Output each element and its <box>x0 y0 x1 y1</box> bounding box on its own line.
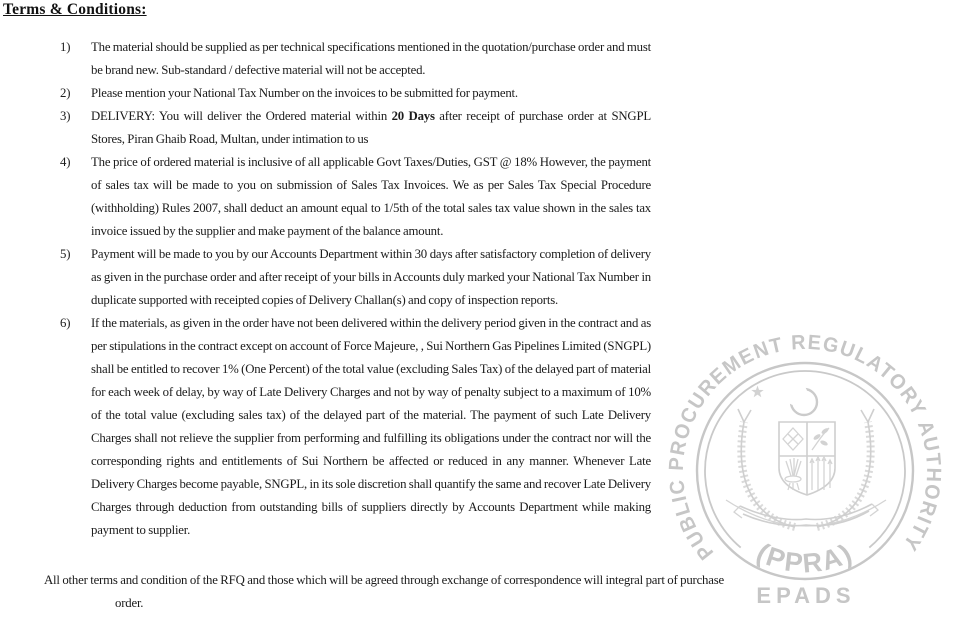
term-number: 5) <box>60 247 71 261</box>
term-text: Payment will be made to you by our Accounts Department within 30 days after satisfactory completion of delivery as given in the purchase order and after receipt of your bills in Accounts duly marked your National Tax Number in duplicate supported with receipted copies of Delivery Challan(s) and copy of inspection reports. <box>91 247 651 307</box>
term-item-3 <box>60 105 651 151</box>
watermark-arc-text-path: PUBLIC PROCUREMENT REGULATORY AUTHORITY <box>664 330 946 565</box>
scroll-icon <box>734 504 878 526</box>
term-number: 4) <box>60 155 71 169</box>
pakistan-emblem-icon <box>726 383 886 528</box>
star-icon <box>751 386 763 398</box>
term-number: 3) <box>60 109 71 123</box>
crescent-icon <box>785 383 818 416</box>
closing-paragraph: All other terms and condition of the RFQ and those which will be agreed through exchange of correspondence will integral part of purchase order. <box>44 573 724 610</box>
term-text: Please mention your National Tax Number on the invoices to be submitted for payment. <box>91 86 518 100</box>
term-item-1 <box>60 36 651 82</box>
terms-list <box>60 36 651 542</box>
term-text-segment: after receipt of purchase order at SNGPL Stores, Piran Ghaib Road, Multan, under intimation to us <box>91 109 651 146</box>
term-number: 1) <box>60 40 71 54</box>
term-text <box>91 105 651 151</box>
term-item-6 <box>60 312 651 542</box>
term-text-bold-segment: 20 Days <box>391 109 435 123</box>
term-item-5 <box>60 243 651 312</box>
page-title: Terms & Conditions: <box>3 1 147 18</box>
term-text: If the materials, as given in the order have not been delivered within the delivery period given in the contract and as per stipulations in the contract except on account of Force Majeure, , Sui Northern Gas Pipelines Limited (SNGPL) shall be entitled to recover 1% (One Percent) of the total value (excluding Sales Tax) of the delayed part of material for each week of delay, by way of Late Delivery Charges and not by way of penalty subject to a maximum of 10% of the total value (excluding sales tax) of the delayed part of the material. The payment of such Late Delivery Charges shall not relieve the supplier from performing and fulfilling its obligations under the contract nor will the corresponding rights and entitlements of Sui Northern be affected or reduced in any manner. Whenever Late Delivery Charges become payable, SNGPL, in its sole discretion shall quantify the same and recover Late Delivery Charges through deduction from outstanding bills of suppliers directly by Accounts Department while making payment to supplier. <box>91 316 651 537</box>
ppra-watermark <box>660 330 960 622</box>
epads-label: EPADS <box>756 583 856 608</box>
term-text: The material should be supplied as per technical specifications mentioned in the quotation/purchase order and must be brand new. Sub-standard / defective material will not be accepted. <box>91 40 651 77</box>
shield-icon <box>779 422 835 495</box>
ppra-curved-label-path: (PPRA) <box>751 537 859 579</box>
term-number: 2) <box>60 86 71 100</box>
term-item-2 <box>60 82 651 105</box>
term-text: The price of ordered material is inclusive of all applicable Govt Taxes/Duties, GST @ 18% However, the payment of sales tax will be made to you on submission of Sales Tax Invoices. We as per Sales Tax Special Procedure (withholding) Rules 2007, shall deduct an amount equal to 1/5th of the total sales tax value shown in the sales tax invoice issued by the supplier and make payment of the balance amount. <box>91 155 651 238</box>
term-text-segment: DELIVERY: You will deliver the Ordered material within <box>91 109 392 123</box>
watermark-arc-text <box>665 331 945 564</box>
term-number: 6) <box>60 316 71 330</box>
term-item-4 <box>60 151 651 243</box>
